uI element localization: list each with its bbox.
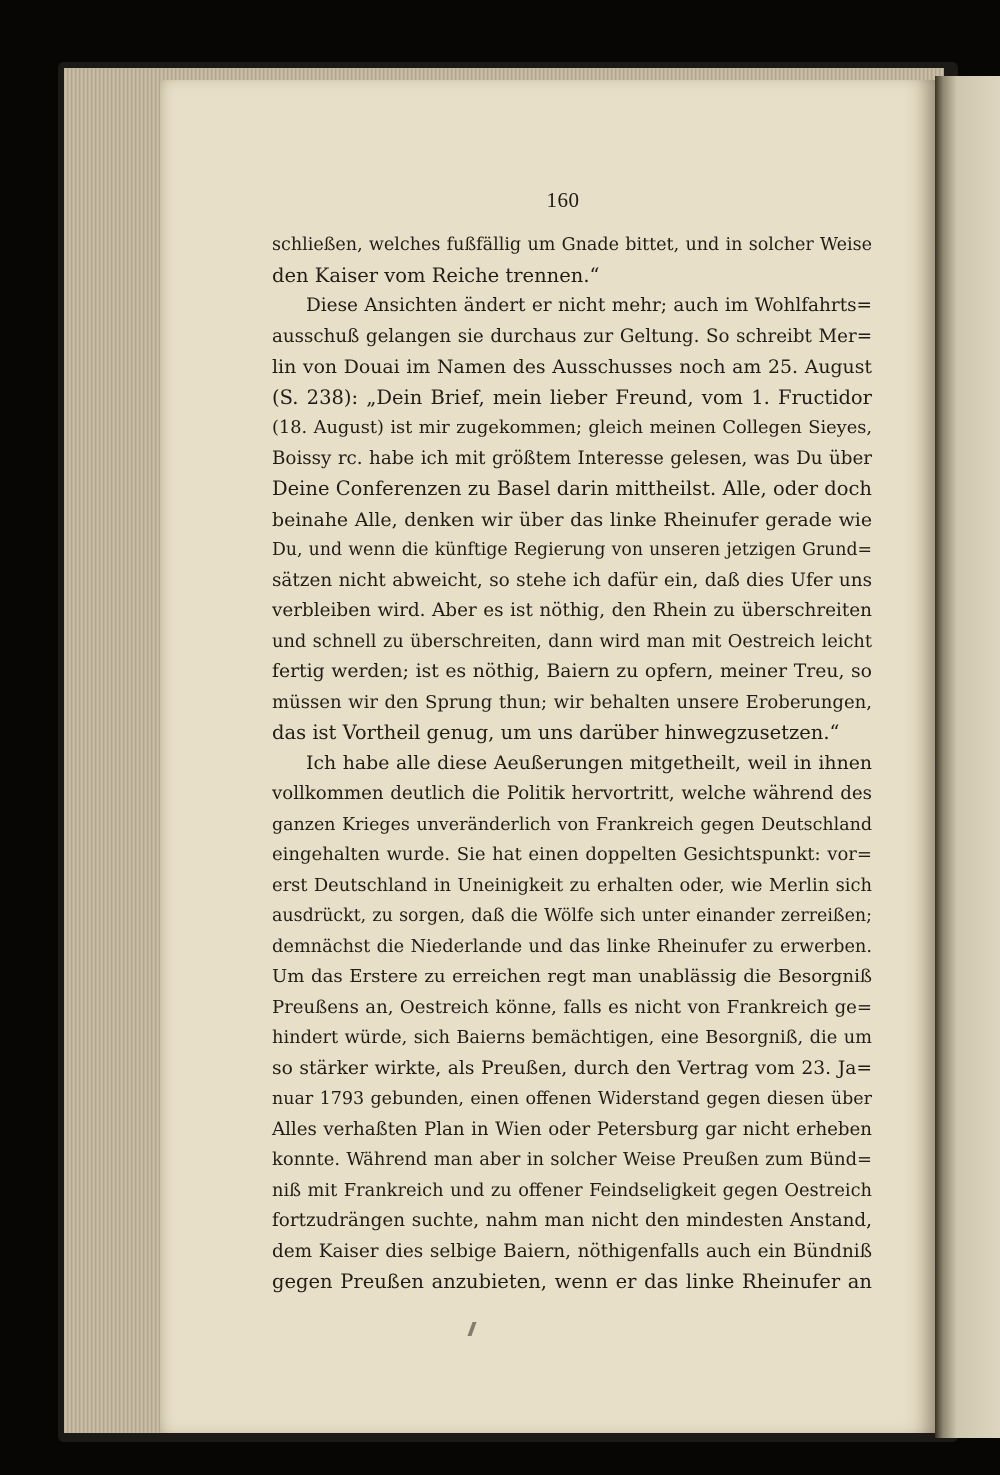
text-line: müssen wir den Sprung thun; wir behalten unsere Eroberungen, xyxy=(272,691,872,713)
text-line: fertig werden; ist es nöthig, Baiern zu opfern, meiner Treu, so xyxy=(272,661,872,682)
text-line: eingehalten wurde. Sie hat einen doppelten Gesichtspunkt: vor= xyxy=(272,844,872,865)
text-line: (S. 238): „Dein Brief, mein lieber Freund, vom 1. Fructidor xyxy=(272,385,872,409)
text-line: gegen Preußen anzubieten, wenn er das linke Rheinufer an xyxy=(272,1270,872,1293)
text-line: niß mit Frankreich und zu offener Feindseligkeit gegen Oestreich xyxy=(272,1179,872,1201)
text-line: sätzen nicht abweicht, so stehe ich dafür ein, daß dies Ufer uns xyxy=(272,569,872,591)
body-text xyxy=(272,230,872,1293)
text-line: dem Kaiser dies selbige Baiern, nöthigenfalls auch ein Bündniß xyxy=(272,1240,872,1262)
text-line: fortzudrängen suchte, nahm man nicht den mindesten Anstand, xyxy=(272,1210,872,1231)
text-line: Ich habe alle diese Aeußerungen mitgetheilt, weil in ihnen xyxy=(306,752,872,774)
text-line: vollkommen deutlich die Politik hervortritt, welche während des xyxy=(272,783,872,804)
text-line: Alles verhaßten Plan in Wien oder Petersburg gar nicht erheben xyxy=(272,1118,872,1140)
text-line: Preußens an, Oestreich könne, falls es nicht von Frankreich ge= xyxy=(272,996,872,1018)
text-line: Diese Ansichten ändert er nicht mehr; auch im Wohlfahrts= xyxy=(306,295,872,316)
text-line: verbleiben wird. Aber es ist nöthig, den Rhein zu überschreiten xyxy=(272,600,872,621)
text-line: (18. August) ist mir zugekommen; gleich meinen Collegen Sieyes, xyxy=(272,418,872,438)
text-line: so stärker wirkte, als Preußen, durch den Vertrag vom 23. Ja= xyxy=(272,1057,872,1079)
text-line: das ist Vortheil genug, um uns darüber hinwegzusetzen.“ xyxy=(272,721,840,744)
text-line: hindert würde, sich Baierns bemächtigen, eine Besorgniß, die um xyxy=(272,1027,872,1048)
text-line: und schnell zu überschreiten, dann wird man mit Oestreich leicht xyxy=(272,630,872,652)
page-number: 160 xyxy=(546,188,580,212)
text-line: ausschuß gelangen sie durchaus zur Geltung. So schreibt Mer= xyxy=(272,325,872,347)
text-line: ausdrückt, zu sorgen, daß die Wölfe sich unter einander zerreißen; xyxy=(272,906,872,926)
text-line: ganzen Krieges unveränderlich von Frankreich gegen Deutschland xyxy=(272,814,872,835)
text-line: erst Deutschland in Uneinigkeit zu erhalten oder, wie Merlin sich xyxy=(272,874,872,896)
text-line: beinahe Alle, denken wir über das linke Rheinufer gerade wie xyxy=(272,508,872,531)
text-line: Deine Conferenzen zu Basel darin mittheilst. Alle, oder doch xyxy=(272,477,872,500)
text-line: Boissy rc. habe ich mit größtem Interesse gelesen, was Du über xyxy=(272,447,872,469)
text-line: schließen, welches fußfällig um Gnade bittet, und in solcher Weise xyxy=(272,235,872,255)
text-line: lin von Douai im Namen des Ausschusses noch am 25. August xyxy=(272,356,872,378)
text-line: konnte. Während man aber in solcher Weise Preußen zum Bünd= xyxy=(272,1149,872,1170)
text-line: demnächst die Niederlande und das linke Rheinufer zu erwerben. xyxy=(272,936,872,957)
text-line: Um das Erstere zu erreichen regt man unablässig die Besorgniß xyxy=(272,966,872,987)
facing-page-edge xyxy=(935,76,1000,1438)
text-line: nuar 1793 gebunden, einen offenen Widerstand gegen diesen über xyxy=(272,1089,872,1109)
text-line: Du, und wenn die künftige Regierung von unseren jetzigen Grund= xyxy=(272,540,872,560)
text-line: den Kaiser vom Reiche trennen.“ xyxy=(272,263,600,287)
